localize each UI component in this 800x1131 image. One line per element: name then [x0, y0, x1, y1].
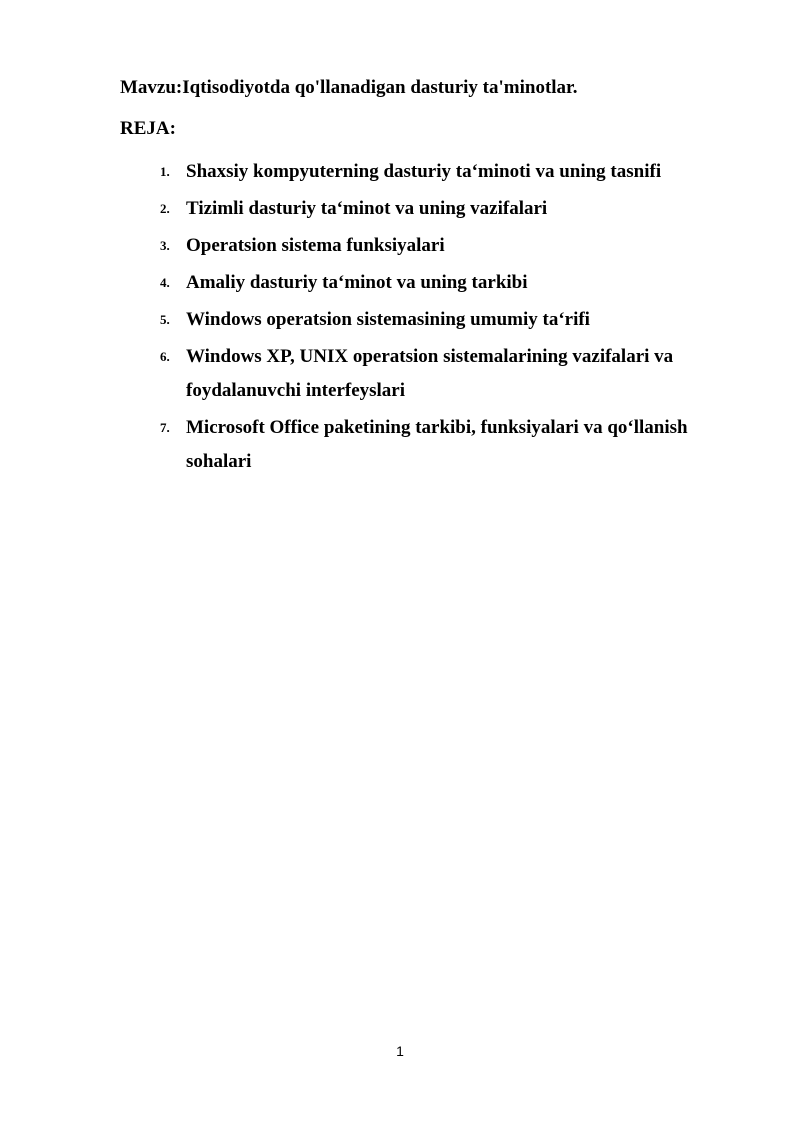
plan-item-text: Amaliy dasturiy ta‘minot va uning tarkibi: [186, 272, 528, 293]
plan-item-text: Shaxsiy kompyuterning dasturiy ta‘minoti va uning tasnifi: [186, 161, 662, 182]
plan-heading: REJA:: [120, 118, 176, 139]
plan-item-text: Microsoft Office paketining tarkibi, funksiyalari va qo‘llanish sohalari: [186, 417, 688, 472]
plan-item-text: Operatsion sistema funksiyalari: [186, 235, 445, 256]
plan-item: [160, 229, 740, 263]
plan-item: [160, 266, 740, 300]
plan-item: [160, 303, 740, 337]
plan-item-text: Windows operatsion sistemasining umumiy ta‘rifi: [186, 309, 590, 330]
plan-item-text: Tizimli dasturiy ta‘minot va uning vazifalari: [186, 198, 548, 219]
plan-item: [160, 192, 740, 226]
plan-item-number: 6.: [160, 349, 170, 364]
plan-item: [160, 411, 740, 479]
plan-item-number: 2.: [160, 201, 170, 216]
plan-item-number: 4.: [160, 275, 170, 290]
plan-list: [160, 155, 740, 482]
plan-item-number: 3.: [160, 238, 170, 253]
plan-item-number: 1.: [160, 164, 170, 179]
document-topic: Mavzu:Iqtisodiyotda qo'llanadigan dasturiy ta'minotlar.: [120, 77, 578, 98]
plan-item: [160, 340, 740, 408]
plan-item-text: Windows XP, UNIX operatsion sistemalarining vazifalari va foydalanuvchi interfeyslari: [186, 346, 674, 401]
plan-item: [160, 155, 740, 189]
plan-item-number: 7.: [160, 420, 170, 435]
page-number: 1: [396, 1043, 404, 1059]
plan-item-number: 5.: [160, 312, 170, 327]
